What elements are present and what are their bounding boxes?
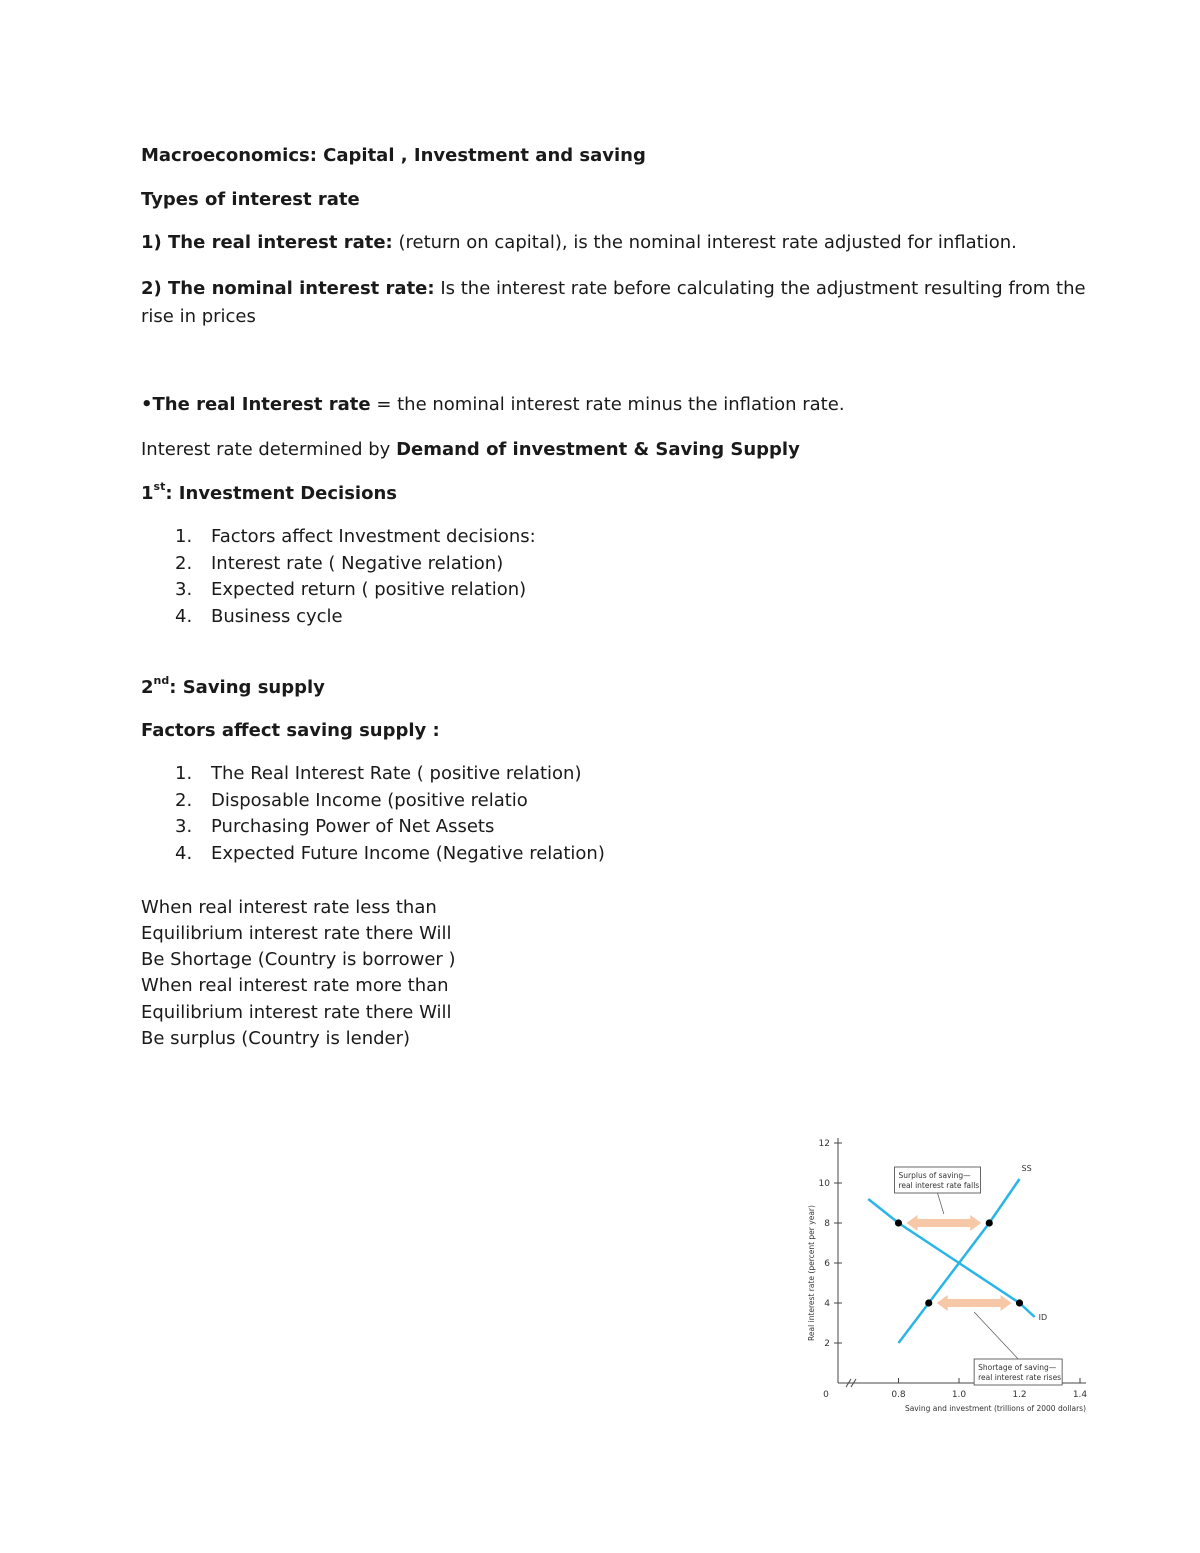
list-number: 4. — [175, 842, 193, 864]
bullet-label: The real Interest rate — [152, 394, 371, 415]
x-tick-label: 1.2 — [1012, 1390, 1027, 1400]
list-text: Purchasing Power of Net Assets — [211, 816, 495, 837]
list-text: Expected return ( positive relation) — [211, 579, 527, 600]
series-label-id: ID — [1038, 1313, 1048, 1322]
real-rate-formula — [141, 394, 845, 416]
bullet-text: = the nominal interest rate minus the inflation rate. — [370, 394, 845, 415]
list-number: 2. — [175, 552, 193, 574]
nominal-rate-continuation: rise in prices — [141, 306, 256, 327]
real-rate-definition — [141, 232, 1017, 254]
list-text: Expected Future Income (Negative relation) — [211, 842, 605, 864]
annotation-line1: Shortage of saving— — [978, 1363, 1057, 1372]
investment-heading — [141, 480, 397, 505]
x-tick-label: 1.4 — [1072, 1390, 1088, 1400]
list-text: The Real Interest Rate ( positive relation) — [211, 763, 582, 784]
list-text: Business cycle — [211, 605, 343, 627]
types-heading: Types of interest rate — [141, 189, 360, 210]
list-number: 3. — [175, 579, 193, 600]
y-tick-label: 2 — [824, 1339, 830, 1349]
list-number: 3. — [175, 816, 193, 837]
x-tick-label: 0.8 — [891, 1390, 906, 1400]
saving-heading — [141, 674, 325, 699]
saving-investment-chart — [790, 1118, 1100, 1418]
y-tick-label: 10 — [818, 1179, 830, 1189]
chart-svg — [790, 1118, 1100, 1418]
saving-heading-text: : Saving supply — [169, 677, 325, 698]
series-label-ss: SS — [1021, 1164, 1032, 1173]
list-number: 2. — [175, 789, 193, 811]
investment-ordinal: 1 — [141, 483, 154, 504]
determined-text: Interest rate determined by — [141, 439, 397, 460]
list-number: 1. — [175, 526, 193, 547]
curve-ss — [899, 1179, 1020, 1343]
paragraph-line: When real interest rate less than — [141, 897, 437, 918]
paragraph-line: Be surplus (Country is lender) — [141, 1028, 411, 1049]
equilibrium-point-marker — [986, 1219, 993, 1226]
annotation-line2: real interest rate rises — [978, 1373, 1062, 1382]
saving-factors-heading: Factors affect saving supply : — [141, 720, 440, 741]
y-tick-label: 12 — [818, 1139, 830, 1149]
annotation-leader-line — [974, 1312, 1018, 1359]
equilibrium-point-marker — [925, 1299, 932, 1306]
document-title: Macroeconomics: Capital , Investment and saving — [141, 145, 646, 166]
list-text: Factors affect Investment decisions: — [211, 526, 536, 547]
paragraph-line: Be Shortage (Country is borrower ) — [141, 949, 456, 970]
saving-ordinal: 2 — [141, 677, 154, 698]
y-tick-label: 6 — [824, 1259, 830, 1269]
bullet-symbol: • — [141, 394, 153, 415]
x-axis-label: Saving and investment (trillions of 2000 dollars) — [904, 1404, 1086, 1413]
y-axis-label: Real interest rate (percent per year) — [807, 1205, 816, 1341]
real-rate-label: 1) The real interest rate: — [141, 232, 393, 253]
surplus-arrow — [907, 1215, 982, 1231]
equilibrium-point-marker — [1016, 1299, 1023, 1306]
nominal-rate-text: Is the interest rate before calculating the adjustment resulting from the — [434, 278, 1086, 299]
annotation-line2: real interest rate falls — [898, 1181, 980, 1190]
list-number: 1. — [175, 763, 193, 784]
y-tick-label: 4 — [824, 1299, 830, 1309]
x-tick-label: 0 — [823, 1390, 829, 1400]
list-text: Disposable Income (positive relatio — [211, 789, 528, 811]
paragraph-line: Equilibrium interest rate there Will — [141, 923, 452, 944]
y-tick-label: 8 — [824, 1219, 830, 1229]
real-rate-text: (return on capital), is the nominal interest rate adjusted for inflation. — [392, 232, 1017, 253]
list-text: Interest rate ( Negative relation) — [211, 552, 504, 574]
annotation-line1: Surplus of saving— — [898, 1171, 971, 1180]
nominal-rate-definition — [141, 278, 1086, 300]
equilibrium-point-marker — [895, 1219, 902, 1226]
shortage-arrow — [937, 1295, 1012, 1311]
determined-line — [141, 439, 800, 461]
investment-sup: st — [153, 480, 166, 493]
determined-bold: Demand of investment & Saving Supply — [396, 439, 800, 460]
paragraph-line: When real interest rate more than — [141, 975, 449, 996]
saving-sup: nd — [153, 674, 170, 687]
paragraph-line: Equilibrium interest rate there Will — [141, 1002, 452, 1023]
investment-heading-text: : Investment Decisions — [165, 483, 397, 504]
nominal-rate-label: 2) The nominal interest rate: — [141, 278, 435, 299]
x-tick-label: 1.0 — [951, 1390, 967, 1400]
list-number: 4. — [175, 605, 193, 627]
annotation-leader-line — [938, 1193, 944, 1214]
